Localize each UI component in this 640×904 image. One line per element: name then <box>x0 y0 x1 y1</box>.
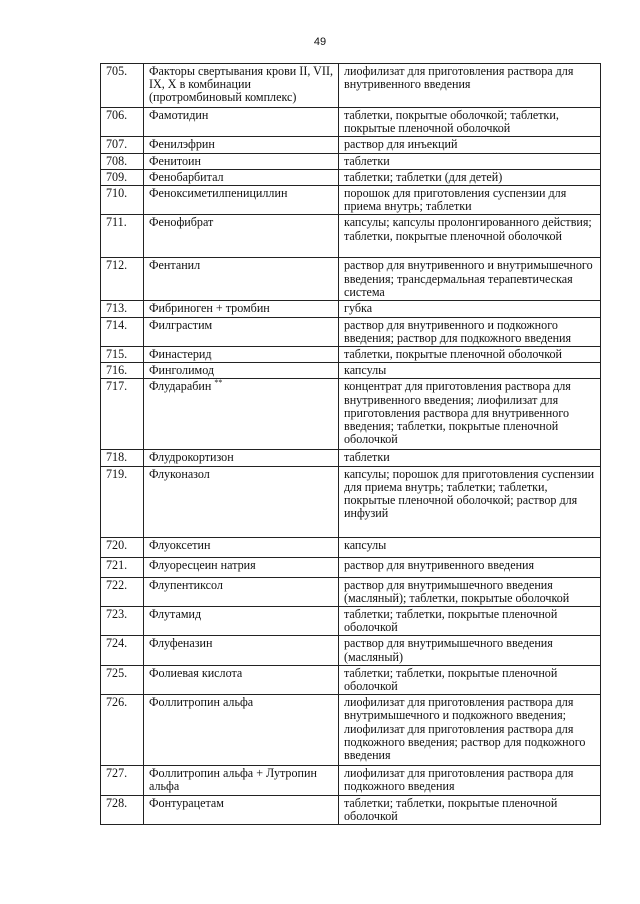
dosage-form: капсулы; капсулы пролонгированного действия; таблетки, покрытые пленочной оболочкой <box>339 215 601 258</box>
drug-name-cell <box>144 153 339 169</box>
row-number: 727. <box>101 766 144 795</box>
row-number: 707. <box>101 137 144 153</box>
table-row <box>101 636 601 665</box>
drug-name-cell <box>144 169 339 185</box>
dosage-form: таблетки <box>339 450 601 466</box>
drug-name-cell <box>144 347 339 363</box>
drug-name-cell <box>144 537 339 557</box>
table-row <box>101 186 601 215</box>
table-row <box>101 695 601 766</box>
drug-name: Фенитоин <box>149 153 201 168</box>
table-row <box>101 766 601 795</box>
drug-name-cell <box>144 363 339 379</box>
row-number: 726. <box>101 695 144 766</box>
dosage-form: раствор для внутривенного и подкожного введения; раствор для подкожного введения <box>339 317 601 346</box>
drug-name-cell <box>144 137 339 153</box>
drug-name: Флуоресцеин натрия <box>149 557 256 572</box>
row-number: 724. <box>101 636 144 665</box>
dosage-form: таблетки; таблетки, покрытые пленочной оболочкой <box>339 795 601 824</box>
row-number: 711. <box>101 215 144 258</box>
drug-name: Флуконазол <box>149 466 210 481</box>
dosage-form: лиофилизат для приготовления раствора для внутривенного введения <box>339 64 601 108</box>
drug-name: Финголимод <box>149 363 215 378</box>
dosage-form: порошок для приготовления суспензии для приема внутрь; таблетки <box>339 186 601 215</box>
page-number: 49 <box>313 36 327 48</box>
drug-name-cell <box>144 636 339 665</box>
dosage-form: таблетки <box>339 153 601 169</box>
row-number: 716. <box>101 363 144 379</box>
drug-name-cell <box>144 258 339 301</box>
drug-name-cell <box>144 301 339 317</box>
footnote-mark: ** <box>214 378 223 388</box>
table-row <box>101 379 601 450</box>
table-row <box>101 450 601 466</box>
dosage-form: лиофилизат для приготовления раствора для внутримышечного и подкожного введения; лиофилизат для приготовления раствора для подкожного введения; раствор для подкожного введения <box>339 695 601 766</box>
drug-table <box>100 63 601 825</box>
drug-name: Финастерид <box>149 347 212 362</box>
dosage-form: раствор для инъекций <box>339 137 601 153</box>
row-number: 709. <box>101 169 144 185</box>
row-number: 721. <box>101 557 144 577</box>
drug-name: Фоллитропин альфа + Лутропин альфа <box>149 766 317 794</box>
drug-name-cell <box>144 466 339 537</box>
row-number: 708. <box>101 153 144 169</box>
row-number: 719. <box>101 466 144 537</box>
drug-name: Фонтурацетам <box>149 795 224 810</box>
table-row <box>101 466 601 537</box>
row-number: 725. <box>101 665 144 694</box>
row-number: 706. <box>101 108 144 137</box>
drug-name-cell <box>144 317 339 346</box>
row-number: 722. <box>101 577 144 606</box>
row-number: 710. <box>101 186 144 215</box>
drug-name-cell <box>144 695 339 766</box>
drug-name: Фенофибрат <box>149 215 214 230</box>
drug-name-cell <box>144 64 339 108</box>
dosage-form: таблетки; таблетки, покрытые пленочной оболочкой <box>339 607 601 636</box>
drug-name-cell <box>144 108 339 137</box>
table-row <box>101 215 601 258</box>
drug-name: Фенилэфрин <box>149 137 215 152</box>
table-row <box>101 301 601 317</box>
dosage-form: лиофилизат для приготовления раствора для подкожного введения <box>339 766 601 795</box>
table-row <box>101 137 601 153</box>
dosage-form: раствор для внутримышечного введения (масляный); таблетки, покрытые оболочкой <box>339 577 601 606</box>
table-row <box>101 665 601 694</box>
row-number: 717. <box>101 379 144 450</box>
table-row <box>101 363 601 379</box>
drug-name-cell <box>144 379 339 450</box>
table-row <box>101 577 601 606</box>
table-row <box>101 795 601 824</box>
drug-name: Флупентиксол <box>149 577 223 592</box>
table-body <box>101 64 601 825</box>
drug-name-cell <box>144 215 339 258</box>
dosage-form: губка <box>339 301 601 317</box>
drug-name: Флуоксетин <box>149 537 211 552</box>
drug-name: Фибриноген + тромбин <box>149 301 270 316</box>
drug-name-cell <box>144 766 339 795</box>
row-number: 705. <box>101 64 144 108</box>
drug-name: Флуфеназин <box>149 636 213 651</box>
row-number: 715. <box>101 347 144 363</box>
dosage-form: капсулы; порошок для приготовления суспензии для приема внутрь; таблетки; таблетки, покрытые пленочной оболочкой; раствор для инфузий <box>339 466 601 537</box>
drug-name: Фентанил <box>149 258 201 273</box>
table-row <box>101 607 601 636</box>
drug-name-cell <box>144 607 339 636</box>
row-number: 714. <box>101 317 144 346</box>
drug-name-cell <box>144 665 339 694</box>
drug-name: Фоллитропин альфа <box>149 695 254 710</box>
dosage-form: таблетки, покрытые оболочкой; таблетки, покрытые пленочной оболочкой <box>339 108 601 137</box>
table-row <box>101 317 601 346</box>
dosage-form: таблетки, покрытые пленочной оболочкой <box>339 347 601 363</box>
table-row <box>101 258 601 301</box>
drug-name-cell <box>144 557 339 577</box>
drug-name: Факторы свертывания крови II, VII, IX, X в комбинации (протромбиновый комплекс) <box>149 64 333 105</box>
drug-name: Флударабин <box>149 379 212 394</box>
table-row <box>101 108 601 137</box>
row-number: 712. <box>101 258 144 301</box>
dosage-form: концентрат для приготовления раствора для внутривенного введения; лиофилизат для приготовления раствора для внутривенного введения; таблетки, покрытые пленочной оболочкой <box>339 379 601 450</box>
dosage-form: раствор для внутривенного введения <box>339 557 601 577</box>
row-number: 718. <box>101 450 144 466</box>
dosage-form: капсулы <box>339 537 601 557</box>
drug-name-cell <box>144 186 339 215</box>
drug-name-cell <box>144 450 339 466</box>
table-row <box>101 347 601 363</box>
drug-name: Филграстим <box>149 317 213 332</box>
row-number: 713. <box>101 301 144 317</box>
table-row <box>101 169 601 185</box>
dosage-form: раствор для внутривенного и внутримышечного введения; трансдермальная терапевтическая система <box>339 258 601 301</box>
table-row <box>101 153 601 169</box>
dosage-form: таблетки; таблетки (для детей) <box>339 169 601 185</box>
drug-name: Фолиевая кислота <box>149 665 243 680</box>
table-row <box>101 64 601 108</box>
row-number: 720. <box>101 537 144 557</box>
table-row <box>101 557 601 577</box>
drug-name: Феноксиметилпенициллин <box>149 186 288 201</box>
dosage-form: таблетки; таблетки, покрытые пленочной оболочкой <box>339 665 601 694</box>
drug-name: Флутамид <box>149 607 202 622</box>
drug-name-cell <box>144 795 339 824</box>
dosage-form: капсулы <box>339 363 601 379</box>
drug-name: Фенобарбитал <box>149 169 224 184</box>
dosage-form: раствор для внутримышечного введения (масляный) <box>339 636 601 665</box>
table-row <box>101 537 601 557</box>
row-number: 723. <box>101 607 144 636</box>
row-number: 728. <box>101 795 144 824</box>
drug-name: Фамотидин <box>149 108 209 122</box>
drug-name: Флудрокортизон <box>149 450 234 465</box>
drug-name-cell <box>144 577 339 606</box>
